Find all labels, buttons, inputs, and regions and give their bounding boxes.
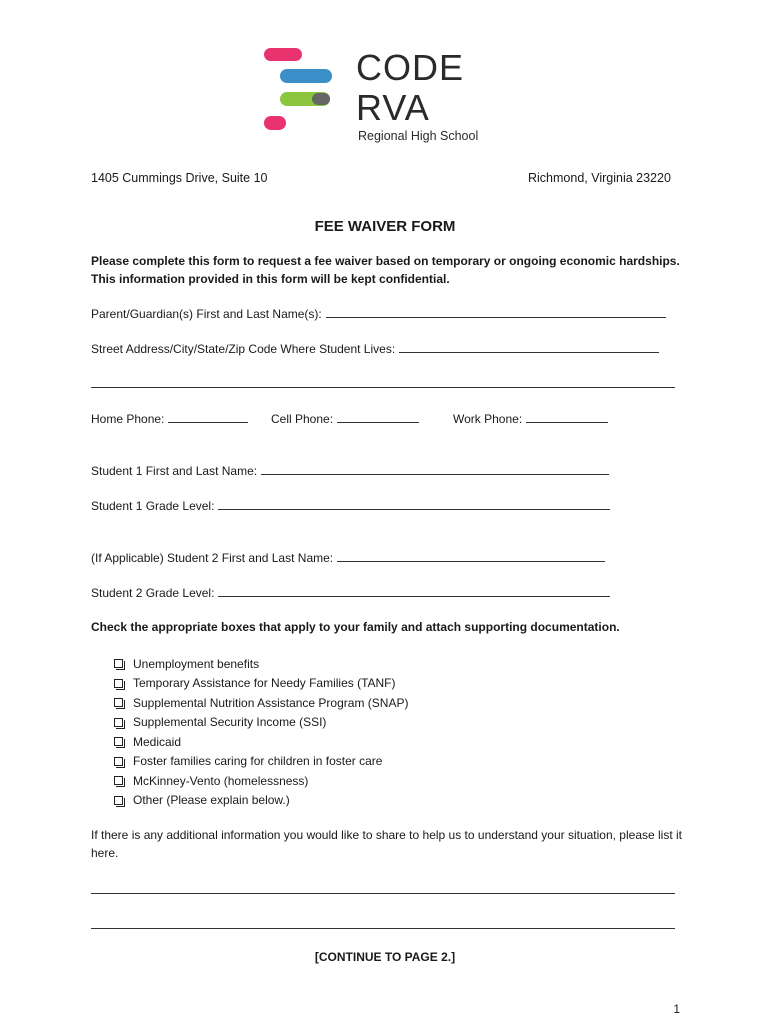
- guardian-name-line[interactable]: [326, 305, 666, 318]
- checklist-item-label: McKinney-Vento (homelessness): [133, 773, 309, 788]
- student2-grade-label: Student 2 Grade Level:: [91, 586, 215, 600]
- checklist-item[interactable]: [114, 713, 408, 733]
- work-phone-label: Work Phone:: [453, 412, 523, 426]
- student1-grade-line[interactable]: [218, 497, 610, 510]
- student2-name-field[interactable]: [91, 549, 605, 565]
- checklist-item-label: Medicaid: [133, 734, 182, 749]
- checkbox-icon[interactable]: [114, 679, 123, 688]
- checklist-item[interactable]: [114, 752, 408, 772]
- home-phone-line[interactable]: [168, 410, 248, 423]
- home-phone-label: Home Phone:: [91, 412, 165, 426]
- student2-name-line[interactable]: [337, 549, 605, 562]
- form-title: FEE WAIVER FORM: [314, 218, 456, 235]
- student2-grade-line[interactable]: [218, 584, 610, 597]
- additional-info-line-1[interactable]: [91, 893, 675, 894]
- logo-word-rva: RVA: [356, 87, 430, 128]
- cell-phone-label: Cell Phone:: [271, 412, 334, 426]
- checkbox-icon[interactable]: [114, 737, 123, 746]
- checklist-item-label: Supplemental Nutrition Assistance Program (SNAP): [133, 695, 409, 710]
- checkbox-icon[interactable]: [114, 718, 123, 727]
- checklist-item[interactable]: [114, 771, 408, 791]
- logo-bar-pink-bottom: [264, 116, 286, 130]
- work-phone-line[interactable]: [526, 410, 608, 423]
- address-continuation-line[interactable]: [91, 387, 675, 388]
- work-phone-field[interactable]: [453, 410, 608, 426]
- logo-subtitle: Regional High School: [358, 129, 479, 143]
- school-logo: [262, 44, 512, 143]
- checkbox-icon[interactable]: [114, 698, 123, 707]
- checklist-item-label: Temporary Assistance for Needy Families (TANF): [133, 676, 396, 691]
- page-number: 1: [673, 1002, 680, 1016]
- form-intro: Please complete this form to request a fee waiver based on temporary or ongoing economic hardships. This information provided in this form will be kept confidential.: [91, 254, 680, 286]
- checklist-item[interactable]: [114, 693, 408, 713]
- checklist-item[interactable]: [114, 654, 408, 674]
- cell-phone-field[interactable]: [271, 410, 419, 426]
- checkbox-icon[interactable]: [114, 796, 123, 805]
- guardian-name-field[interactable]: [91, 305, 666, 321]
- logo-bar-blue: [280, 69, 332, 83]
- cell-phone-line[interactable]: [337, 410, 419, 423]
- checklist-item-label: Supplemental Security Income (SSI): [133, 715, 327, 730]
- street-address-label: Street Address/City/State/Zip Code Where Student Lives:: [91, 342, 396, 356]
- additional-info-prompt: If there is any additional information you would like to share to help us to understand your situation, please list it here.: [91, 828, 683, 860]
- logo-word-code: CODE: [356, 47, 465, 88]
- student1-grade-label: Student 1 Grade Level:: [91, 499, 215, 513]
- student1-name-line[interactable]: [261, 462, 609, 475]
- student2-name-label: (If Applicable) Student 2 First and Last Name:: [91, 551, 334, 565]
- student1-name-label: Student 1 First and Last Name:: [91, 464, 258, 478]
- street-address: 1405 Cummings Drive, Suite 10: [91, 171, 268, 185]
- checklist-item-label: Foster families caring for children in foster care: [133, 754, 383, 769]
- checklist-heading: Check the appropriate boxes that apply to your family and attach supporting documentation.: [91, 620, 620, 634]
- student1-name-field[interactable]: [91, 462, 609, 478]
- checkbox-icon[interactable]: [114, 757, 123, 766]
- home-phone-field[interactable]: [91, 410, 248, 426]
- checklist-item[interactable]: [114, 674, 408, 694]
- street-address-field[interactable]: [91, 340, 659, 356]
- logo-bar-pink-top: [264, 48, 302, 61]
- checklist-item[interactable]: [114, 791, 408, 811]
- checklist-item-label: Unemployment benefits: [133, 656, 260, 671]
- checklist-item[interactable]: [114, 732, 408, 752]
- checkbox-icon[interactable]: [114, 776, 123, 785]
- guardian-name-label: Parent/Guardian(s) First and Last Name(s):: [91, 307, 322, 321]
- student2-grade-field[interactable]: [91, 584, 610, 600]
- assistance-checklist: [114, 654, 408, 810]
- continue-note: [CONTINUE TO PAGE 2.]: [314, 950, 456, 964]
- student1-grade-field[interactable]: [91, 497, 610, 513]
- checkbox-icon[interactable]: [114, 659, 123, 668]
- checklist-item-label: Other (Please explain below.): [133, 793, 290, 808]
- city-address: Richmond, Virginia 23220: [528, 171, 671, 185]
- additional-info-line-2[interactable]: [91, 928, 675, 929]
- logo-dot-gray: [312, 93, 330, 105]
- street-address-line[interactable]: [399, 340, 659, 353]
